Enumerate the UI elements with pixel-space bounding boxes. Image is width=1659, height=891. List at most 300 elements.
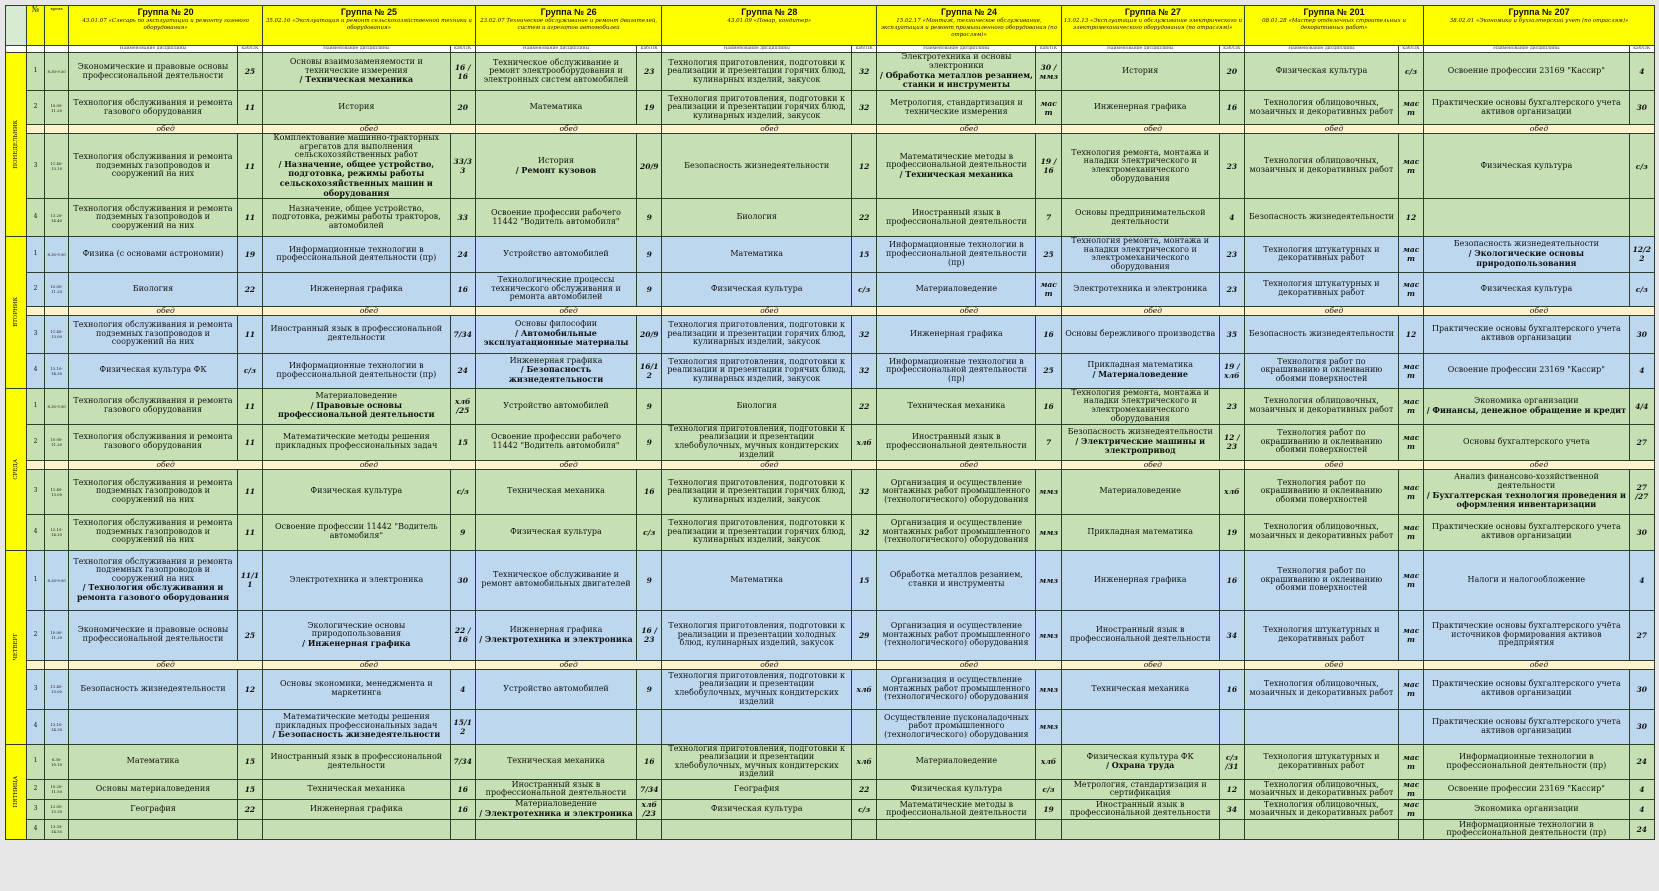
lesson-number[interactable]: 1 — [27, 388, 45, 424]
room-cell[interactable]: мас т — [1036, 272, 1061, 306]
room-cell[interactable]: 11 — [237, 315, 262, 353]
subject-cell[interactable]: Иностранный язык в профессиональной деятельности — [1061, 610, 1219, 660]
room-cell[interactable]: 7/34 — [450, 744, 475, 779]
lesson-time[interactable]: 13.35-14.55 — [44, 819, 68, 839]
lesson-number[interactable]: 4 — [27, 199, 45, 237]
subject-cell[interactable]: Освоение профессии 23169 "Кассир" — [1424, 353, 1629, 388]
room-cell[interactable]: с/з — [237, 353, 262, 388]
room-col-header[interactable]: каб/ПК — [1219, 46, 1244, 53]
subject-cell[interactable] — [475, 819, 636, 839]
subject-cell[interactable]: Технология работ по окрашиванию и оклеиванию обоями поверхностей — [1245, 353, 1399, 388]
room-cell[interactable]: с/з — [1629, 134, 1654, 199]
lesson-time[interactable]: 13.10-14.30 — [44, 709, 68, 744]
room-cell[interactable]: 11 — [237, 424, 262, 460]
room-cell[interactable]: 24 — [1629, 819, 1654, 839]
room-cell[interactable] — [637, 709, 662, 744]
subject-cell[interactable]: Технология ремонта, монтажа и наладки электрического и электромеханического оборудования — [1061, 237, 1219, 272]
lesson-time[interactable]: 13.10-14.30 — [44, 353, 68, 388]
subject-cell[interactable]: Технология приготовления, подготовки к реализации и презентации хлебобулочных, мучных кондитерских изделий — [662, 669, 852, 709]
lesson-time[interactable]: 8.30-9.50 — [44, 388, 68, 424]
room-cell[interactable]: 27 — [1629, 610, 1654, 660]
lunch-cell[interactable]: обед — [69, 460, 263, 469]
subject-cell[interactable]: Практические основы бухгалтерского учета активов организации — [1424, 514, 1629, 550]
lesson-time[interactable]: 10.20-11.50 — [44, 779, 68, 799]
group-header-6[interactable] — [1061, 6, 1244, 46]
subject-cell[interactable]: Иностранный язык в профессиональной деятельности — [1061, 799, 1219, 819]
subject-cell[interactable]: Осуществление пусконаладочных работ промышленного (технологического) оборудования — [877, 709, 1036, 744]
subject-cell[interactable]: Назначение, общее устройство, подготовка, режимы работы тракторов, автомобилей — [263, 199, 451, 237]
lunch-cell[interactable]: обед — [1061, 460, 1244, 469]
room-cell[interactable]: 23 — [1219, 272, 1244, 306]
room-cell[interactable]: мас т — [1398, 610, 1423, 660]
room-cell[interactable]: 11 — [237, 469, 262, 514]
lunch-cell[interactable]: обед — [475, 306, 661, 315]
subject-cell[interactable]: Освоение профессии рабочего 11442 "Водитель автомобиля" — [475, 199, 636, 237]
room-cell[interactable]: 19 — [1036, 799, 1061, 819]
subject-cell[interactable]: Технология обслуживания и ремонта подземных газопроводов и сооружений на них — [69, 514, 238, 550]
lunch-cell[interactable]: обед — [69, 660, 263, 669]
lesson-time[interactable]: 11.40-13.00 — [44, 469, 68, 514]
lesson-number[interactable]: 1 — [27, 237, 45, 272]
room-cell[interactable]: 15 — [852, 550, 877, 610]
room-cell[interactable]: мас т — [1398, 799, 1423, 819]
blank-subheader[interactable] — [27, 46, 45, 53]
subject-cell[interactable]: Техническая механика — [1061, 669, 1219, 709]
lunch-time[interactable] — [44, 460, 68, 469]
room-cell[interactable]: 30 / ммз — [1036, 53, 1061, 91]
subject-cell[interactable]: География — [69, 799, 238, 819]
room-cell[interactable]: 16 — [450, 779, 475, 799]
subject-cell[interactable]: Технология обслуживания и ремонта подземных газопроводов и сооружений на них — [69, 134, 238, 199]
subject-cell[interactable]: Инженерная графика — [1061, 550, 1219, 610]
subject-cell[interactable]: Физическая культура ФК — [69, 353, 238, 388]
lesson-time[interactable]: 13.20-14.40 — [44, 199, 68, 237]
lesson-time[interactable]: 8.30-9.50 — [44, 53, 68, 91]
lunch-cell[interactable]: обед — [1245, 460, 1424, 469]
lesson-number[interactable]: 1 — [27, 550, 45, 610]
subject-cell[interactable]: Технология приготовления, подготовки к реализации и презентации холодных блюд, кулинарных изделий, закусок — [662, 610, 852, 660]
subject-cell[interactable]: Освоение профессии 11442 "Водитель автомобиля" — [263, 514, 451, 550]
group-header-7[interactable] — [1245, 6, 1424, 46]
room-cell[interactable]: 25 — [237, 53, 262, 91]
subject-cell[interactable]: Электротехника и электроника — [263, 550, 451, 610]
subject-cell[interactable]: Налоги и налогообложение — [1424, 550, 1629, 610]
lesson-number[interactable]: 2 — [27, 272, 45, 306]
blank-subheader[interactable] — [44, 46, 68, 53]
subject-cell[interactable]: Технология приготовления, подготовки к реализации и презентации хлебобулочных, мучных кондитерских изделий — [662, 744, 852, 779]
room-cell[interactable]: ммз — [1036, 610, 1061, 660]
room-cell[interactable]: 15 — [852, 237, 877, 272]
room-col-header[interactable]: каб/ПК — [637, 46, 662, 53]
lunch-cell[interactable]: обед — [69, 125, 263, 134]
subject-cell[interactable]: Технология штукатурных и декоративных работ — [1245, 272, 1399, 306]
room-cell[interactable]: 16 — [1219, 91, 1244, 125]
lunch-cell[interactable]: обед — [1245, 125, 1424, 134]
subject-cell[interactable]: Технология обслуживания и ремонта подземных газопроводов и сооружений на них — [69, 315, 238, 353]
room-cell[interactable]: 7/34 — [450, 315, 475, 353]
room-cell[interactable]: 11 — [237, 91, 262, 125]
lunch-cell[interactable]: обед — [1424, 125, 1655, 134]
subject-cell[interactable]: Технология приготовления, подготовки к реализации и презентации горячих блюд, кулинарных изделий, закусок — [662, 53, 852, 91]
subject-cell[interactable]: Технология обслуживания и ремонта газового оборудования — [69, 424, 238, 460]
room-cell[interactable]: 19 — [237, 237, 262, 272]
room-cell[interactable]: 11 — [237, 134, 262, 199]
lunch-cell[interactable]: обед — [263, 460, 476, 469]
lesson-number[interactable]: 3 — [27, 799, 45, 819]
subject-cell[interactable] — [1061, 353, 1219, 388]
room-cell[interactable]: 11 — [237, 388, 262, 424]
room-cell[interactable]: 16 — [1036, 388, 1061, 424]
lunch-cell[interactable]: обед — [475, 460, 661, 469]
subject-cell[interactable] — [263, 819, 451, 839]
room-cell[interactable]: хлб /23 — [637, 799, 662, 819]
room-cell[interactable]: 7 — [1036, 199, 1061, 237]
room-cell[interactable]: 4 — [450, 669, 475, 709]
subject-cell[interactable]: Иностранный язык в профессиональной деятельности — [475, 779, 636, 799]
subject-cell[interactable]: Основы материаловедения — [69, 779, 238, 799]
room-cell[interactable] — [1219, 819, 1244, 839]
group-header-4[interactable] — [662, 6, 877, 46]
room-cell[interactable]: 16 — [637, 469, 662, 514]
subject-col-header[interactable]: Наименование дисциплины — [877, 46, 1036, 53]
lunch-time[interactable] — [44, 660, 68, 669]
day-label-cell[interactable] — [6, 744, 27, 839]
room-cell[interactable]: с/з /31 — [1219, 744, 1244, 779]
room-cell[interactable]: с/з — [852, 272, 877, 306]
subject-cell[interactable]: Технология облицовочных, мозаичных и декоративных работ — [1245, 669, 1399, 709]
room-cell[interactable]: 4 — [1219, 199, 1244, 237]
room-cell[interactable]: ммз — [1036, 469, 1061, 514]
room-cell[interactable]: 27 /27 — [1629, 469, 1654, 514]
time-header[interactable]: время — [44, 6, 68, 46]
subject-cell[interactable] — [1061, 819, 1219, 839]
subject-cell[interactable]: Прикладная математика — [1061, 514, 1219, 550]
room-cell[interactable]: 23 — [1219, 388, 1244, 424]
room-cell[interactable]: 34 — [1219, 610, 1244, 660]
lunch-num[interactable] — [27, 460, 45, 469]
subject-cell[interactable]: Практические основы бухгалтерского учета активов организации — [1424, 91, 1629, 125]
room-col-header[interactable]: каб/ПК — [237, 46, 262, 53]
room-cell[interactable]: 20 — [450, 91, 475, 125]
room-cell[interactable]: 22 / 16 — [450, 610, 475, 660]
room-cell[interactable]: мас т — [1398, 388, 1423, 424]
subject-col-header[interactable]: Наименование дисциплины — [662, 46, 852, 53]
subject-cell[interactable] — [1424, 469, 1629, 514]
lunch-cell[interactable]: обед — [877, 660, 1061, 669]
room-cell[interactable]: 30 — [1629, 669, 1654, 709]
room-cell[interactable]: 9 — [637, 199, 662, 237]
subject-cell[interactable] — [877, 819, 1036, 839]
room-cell[interactable]: 12 / 23 — [1219, 424, 1244, 460]
subject-cell[interactable]: Математика — [662, 550, 852, 610]
subject-col-header[interactable]: Наименование дисциплины — [1424, 46, 1629, 53]
lesson-time[interactable]: 8.30-9.50 — [44, 550, 68, 610]
lunch-time[interactable] — [44, 306, 68, 315]
lunch-cell[interactable]: обед — [1424, 306, 1655, 315]
room-cell[interactable]: 4 — [1629, 799, 1654, 819]
subject-cell[interactable]: Основы предпринимательской деятельности — [1061, 199, 1219, 237]
subject-cell[interactable] — [69, 709, 238, 744]
subject-cell[interactable]: Информационные технологии в профессиональной деятельности (пр) — [1424, 744, 1629, 779]
subject-cell[interactable]: Технология работ по окрашиванию и оклеиванию обоями поверхностей — [1245, 469, 1399, 514]
lesson-number[interactable]: 4 — [27, 514, 45, 550]
lesson-number[interactable]: 4 — [27, 819, 45, 839]
day-label-cell[interactable] — [6, 550, 27, 744]
room-col-header[interactable]: каб/ПК — [1036, 46, 1061, 53]
lunch-cell[interactable]: обед — [662, 660, 877, 669]
lunch-cell[interactable]: обед — [475, 125, 661, 134]
room-cell[interactable]: 16 — [1219, 550, 1244, 610]
subject-col-header[interactable]: Наименование дисциплины — [1061, 46, 1219, 53]
subject-cell[interactable]: Информационные технологии в профессиональной деятельности (пр) — [877, 237, 1036, 272]
room-cell[interactable]: 9 — [637, 388, 662, 424]
lesson-time[interactable]: 12.00-13.30 — [44, 799, 68, 819]
room-cell[interactable]: 20/9 — [637, 134, 662, 199]
subject-cell[interactable]: Технология облицовочных, мозаичных и декоративных работ — [1245, 388, 1399, 424]
subject-cell[interactable]: Организация и осуществление монтажных работ промышленного (технологического) оборудования — [877, 514, 1036, 550]
room-cell[interactable]: 32 — [852, 53, 877, 91]
subject-cell[interactable] — [1061, 424, 1219, 460]
subject-cell[interactable]: Технология штукатурных и декоративных работ — [1245, 237, 1399, 272]
lunch-time[interactable] — [44, 125, 68, 134]
subject-cell[interactable]: Информационные технологии в профессиональной деятельности (пр) — [263, 237, 451, 272]
subject-cell[interactable]: Экономические и правовые основы профессиональной деятельности — [69, 610, 238, 660]
lesson-number[interactable]: 2 — [27, 91, 45, 125]
room-cell[interactable] — [450, 819, 475, 839]
room-cell[interactable] — [852, 709, 877, 744]
room-cell[interactable] — [1036, 819, 1061, 839]
subject-cell[interactable]: Физическая культура — [1245, 53, 1399, 91]
room-cell[interactable]: с/з — [1398, 53, 1423, 91]
room-cell[interactable]: 11 — [237, 199, 262, 237]
lunch-num[interactable] — [27, 660, 45, 669]
subject-cell[interactable]: Иностранный язык в профессиональной деятельности — [877, 424, 1036, 460]
subject-cell[interactable]: Безопасность жизнедеятельности — [1245, 315, 1399, 353]
room-cell[interactable]: 16 — [1219, 669, 1244, 709]
subject-cell[interactable]: Биология — [662, 388, 852, 424]
subject-cell[interactable]: Технология штукатурных и декоративных работ — [1245, 610, 1399, 660]
room-cell[interactable]: мас т — [1398, 779, 1423, 799]
subject-cell[interactable]: Инженерная графика — [877, 315, 1036, 353]
subject-cell[interactable]: Материаловедение — [877, 744, 1036, 779]
room-cell[interactable]: 35 — [1219, 315, 1244, 353]
subject-cell[interactable] — [475, 353, 636, 388]
room-cell[interactable]: 4 — [1629, 550, 1654, 610]
subject-cell[interactable]: Информационные технологии в профессиональной деятельности (пр) — [877, 353, 1036, 388]
room-cell[interactable]: 24 — [450, 353, 475, 388]
day-label-cell[interactable] — [6, 53, 27, 237]
subject-cell[interactable]: Информационные технологии в профессиональной деятельности (пр) — [263, 353, 451, 388]
subject-cell[interactable]: Освоение профессии рабочего 11442 "Водитель автомобиля" — [475, 424, 636, 460]
room-cell[interactable]: мас т — [1398, 272, 1423, 306]
lesson-number[interactable]: 2 — [27, 424, 45, 460]
subject-cell[interactable] — [263, 610, 451, 660]
lunch-cell[interactable]: обед — [263, 306, 476, 315]
subject-cell[interactable]: Математические методы решения прикладных профессиональных задач — [263, 424, 451, 460]
room-cell[interactable] — [1219, 709, 1244, 744]
room-cell[interactable]: мас т — [1398, 744, 1423, 779]
subject-cell[interactable]: Техническая механика — [475, 744, 636, 779]
room-cell[interactable]: 30 — [1629, 91, 1654, 125]
room-cell[interactable] — [237, 819, 262, 839]
lunch-cell[interactable]: обед — [1245, 306, 1424, 315]
room-cell[interactable]: 15/1 2 — [450, 709, 475, 744]
subject-cell[interactable]: Физическая культура — [1424, 134, 1629, 199]
subject-cell[interactable]: Освоение профессии 23169 "Кассир" — [1424, 53, 1629, 91]
subject-cell[interactable]: История — [263, 91, 451, 125]
room-cell[interactable]: 9 — [637, 237, 662, 272]
room-cell[interactable]: 4 — [1629, 353, 1654, 388]
subject-cell[interactable]: Математика — [475, 91, 636, 125]
room-cell[interactable] — [237, 709, 262, 744]
group-header-1[interactable] — [69, 6, 263, 46]
lesson-number[interactable]: 2 — [27, 779, 45, 799]
room-cell[interactable]: 12 — [237, 669, 262, 709]
subject-cell[interactable]: Технология облицовочных, мозаичных и декоративных работ — [1245, 514, 1399, 550]
subject-cell[interactable]: Безопасность жизнедеятельности — [662, 134, 852, 199]
subject-cell[interactable]: Иностранный язык в профессиональной деятельности — [877, 199, 1036, 237]
subject-cell[interactable]: Практические основы бухгалтерского учёта источников формирования активов предприятия — [1424, 610, 1629, 660]
subject-cell[interactable]: Технология штукатурных и декоративных работ — [1245, 744, 1399, 779]
room-cell[interactable]: ммз — [1036, 669, 1061, 709]
lesson-time[interactable]: 11.40-13.10 — [44, 134, 68, 199]
subject-cell[interactable] — [263, 388, 451, 424]
lunch-cell[interactable]: обед — [69, 306, 263, 315]
subject-cell[interactable]: Технология обслуживания и ремонта подземных газопроводов и сооружений на них — [69, 469, 238, 514]
lunch-cell[interactable]: обед — [662, 125, 877, 134]
subject-cell[interactable] — [1245, 819, 1399, 839]
subject-cell[interactable] — [263, 709, 451, 744]
subject-cell[interactable] — [1061, 709, 1219, 744]
subject-cell[interactable]: Экономика организации — [1424, 799, 1629, 819]
room-cell[interactable] — [637, 819, 662, 839]
subject-cell[interactable]: Метрология, стандартизация и сертификация — [1061, 779, 1219, 799]
lunch-cell[interactable]: обед — [662, 460, 877, 469]
lesson-time[interactable]: 10.00-11.20 — [44, 424, 68, 460]
subject-col-header[interactable]: Наименование дисциплины — [475, 46, 636, 53]
room-cell[interactable]: 22 — [852, 199, 877, 237]
room-cell[interactable]: 22 — [237, 799, 262, 819]
subject-cell[interactable]: Физическая культура — [1424, 272, 1629, 306]
room-cell[interactable]: 25 — [1036, 353, 1061, 388]
subject-cell[interactable]: Математика — [69, 744, 238, 779]
subject-col-header[interactable]: Наименование дисциплины — [1245, 46, 1399, 53]
room-cell[interactable]: 30 — [1629, 514, 1654, 550]
subject-cell[interactable]: Безопасность жизнедеятельности — [1245, 199, 1399, 237]
room-cell[interactable]: мас т — [1398, 669, 1423, 709]
room-cell[interactable]: ммз — [1036, 550, 1061, 610]
subject-cell[interactable]: Освоение профессии 23169 "Кассир" — [1424, 779, 1629, 799]
room-cell[interactable]: 22 — [852, 388, 877, 424]
room-cell[interactable]: мас т — [1398, 424, 1423, 460]
lunch-cell[interactable]: обед — [1424, 660, 1655, 669]
subject-col-header[interactable]: Наименование дисциплины — [263, 46, 451, 53]
lunch-cell[interactable]: обед — [1061, 125, 1244, 134]
room-cell[interactable]: ммз — [1036, 709, 1061, 744]
subject-cell[interactable]: Практические основы бухгалтерского учета активов организации — [1424, 669, 1629, 709]
room-cell[interactable]: 16 — [450, 272, 475, 306]
subject-col-header[interactable]: Наименование дисциплины — [69, 46, 238, 53]
subject-cell[interactable]: Инженерная графика — [263, 272, 451, 306]
subject-cell[interactable]: Информационные технологии в профессиональной деятельности (пр) — [1424, 819, 1629, 839]
room-cell[interactable]: 20 — [1219, 53, 1244, 91]
subject-cell[interactable]: Технология облицовочных, мозаичных и декоративных работ — [1245, 134, 1399, 199]
room-cell[interactable]: 33/3 3 — [450, 134, 475, 199]
room-cell[interactable]: 11/1 1 — [237, 550, 262, 610]
subject-cell[interactable]: Организация и осуществление монтажных работ промышленного (технологического) оборудования — [877, 469, 1036, 514]
room-cell[interactable]: мас т — [1398, 91, 1423, 125]
room-cell[interactable]: с/з — [852, 799, 877, 819]
subject-cell[interactable] — [1061, 744, 1219, 779]
group-header-5[interactable] — [877, 6, 1061, 46]
room-cell[interactable]: 32 — [852, 353, 877, 388]
lesson-time[interactable]: 8.30-10.10 — [44, 744, 68, 779]
lesson-number[interactable]: 1 — [27, 53, 45, 91]
subject-cell[interactable]: Обработка металлов резанием, станки и инструменты — [877, 550, 1036, 610]
room-cell[interactable]: 19 / хлб — [1219, 353, 1244, 388]
room-cell[interactable]: 15 — [450, 424, 475, 460]
lesson-time[interactable]: 11.40-13.00 — [44, 669, 68, 709]
subject-cell[interactable]: Техническая механика — [475, 469, 636, 514]
lunch-cell[interactable]: обед — [877, 306, 1061, 315]
room-cell[interactable]: мас т — [1036, 91, 1061, 125]
room-cell[interactable]: с/з — [1629, 272, 1654, 306]
subject-cell[interactable]: Иностранный язык в профессиональной деятельности — [263, 744, 451, 779]
group-header-3[interactable] — [475, 6, 661, 46]
room-cell[interactable]: 9 — [637, 669, 662, 709]
subject-cell[interactable]: Технология приготовления, подготовки к реализации и презентации горячих блюд, кулинарных изделий, закусок — [662, 469, 852, 514]
subject-cell[interactable]: Математические методы в профессиональной деятельности — [877, 799, 1036, 819]
room-cell[interactable]: 12 — [1398, 315, 1423, 353]
subject-cell[interactable]: Технология работ по окрашиванию и оклеиванию обоями поверхностей — [1245, 550, 1399, 610]
corner-cell[interactable] — [6, 6, 27, 46]
room-cell[interactable]: 34 — [1219, 799, 1244, 819]
group-header-2[interactable] — [263, 6, 476, 46]
subject-cell[interactable]: Технологические процессы технического обслуживания и ремонта автомобилей — [475, 272, 636, 306]
room-cell[interactable]: 30 — [450, 550, 475, 610]
subject-cell[interactable] — [1424, 237, 1629, 272]
subject-cell[interactable] — [1424, 199, 1629, 237]
room-cell[interactable]: 32 — [852, 315, 877, 353]
room-col-header[interactable]: каб/ПК — [1398, 46, 1423, 53]
subject-cell[interactable]: Материаловедение — [1061, 469, 1219, 514]
subject-cell[interactable]: Иностранный язык в профессиональной деятельности — [263, 315, 451, 353]
lesson-number[interactable]: 3 — [27, 315, 45, 353]
lesson-number[interactable]: 3 — [27, 134, 45, 199]
group-header-8[interactable] — [1424, 6, 1655, 46]
room-cell[interactable] — [1398, 819, 1423, 839]
subject-cell[interactable] — [263, 53, 451, 91]
room-cell[interactable]: 25 — [237, 610, 262, 660]
lesson-time[interactable]: 11.40-13.00 — [44, 315, 68, 353]
subject-cell[interactable] — [263, 134, 451, 199]
lunch-cell[interactable]: обед — [662, 306, 877, 315]
subject-cell[interactable]: Основы бережливого производства — [1061, 315, 1219, 353]
room-cell[interactable]: с/з — [637, 514, 662, 550]
lesson-number[interactable]: 3 — [27, 469, 45, 514]
subject-cell[interactable] — [1424, 388, 1629, 424]
subject-cell[interactable]: Технология приготовления, подготовки к реализации и презентации горячих блюд, кулинарных изделий, закусок — [662, 315, 852, 353]
subject-cell[interactable]: Организация и осуществление монтажных работ промышленного (технологического) оборудования — [877, 669, 1036, 709]
subject-cell[interactable]: Технология облицовочных, мозаичных и декоративных работ — [1245, 91, 1399, 125]
room-cell[interactable]: 16 — [450, 799, 475, 819]
room-cell[interactable]: 4 — [1629, 53, 1654, 91]
subject-cell[interactable]: Инженерная графика — [1061, 91, 1219, 125]
subject-cell[interactable] — [69, 819, 238, 839]
lunch-cell[interactable]: обед — [1061, 306, 1244, 315]
subject-cell[interactable]: География — [662, 779, 852, 799]
subject-cell[interactable]: Физика (с основами астрономии) — [69, 237, 238, 272]
